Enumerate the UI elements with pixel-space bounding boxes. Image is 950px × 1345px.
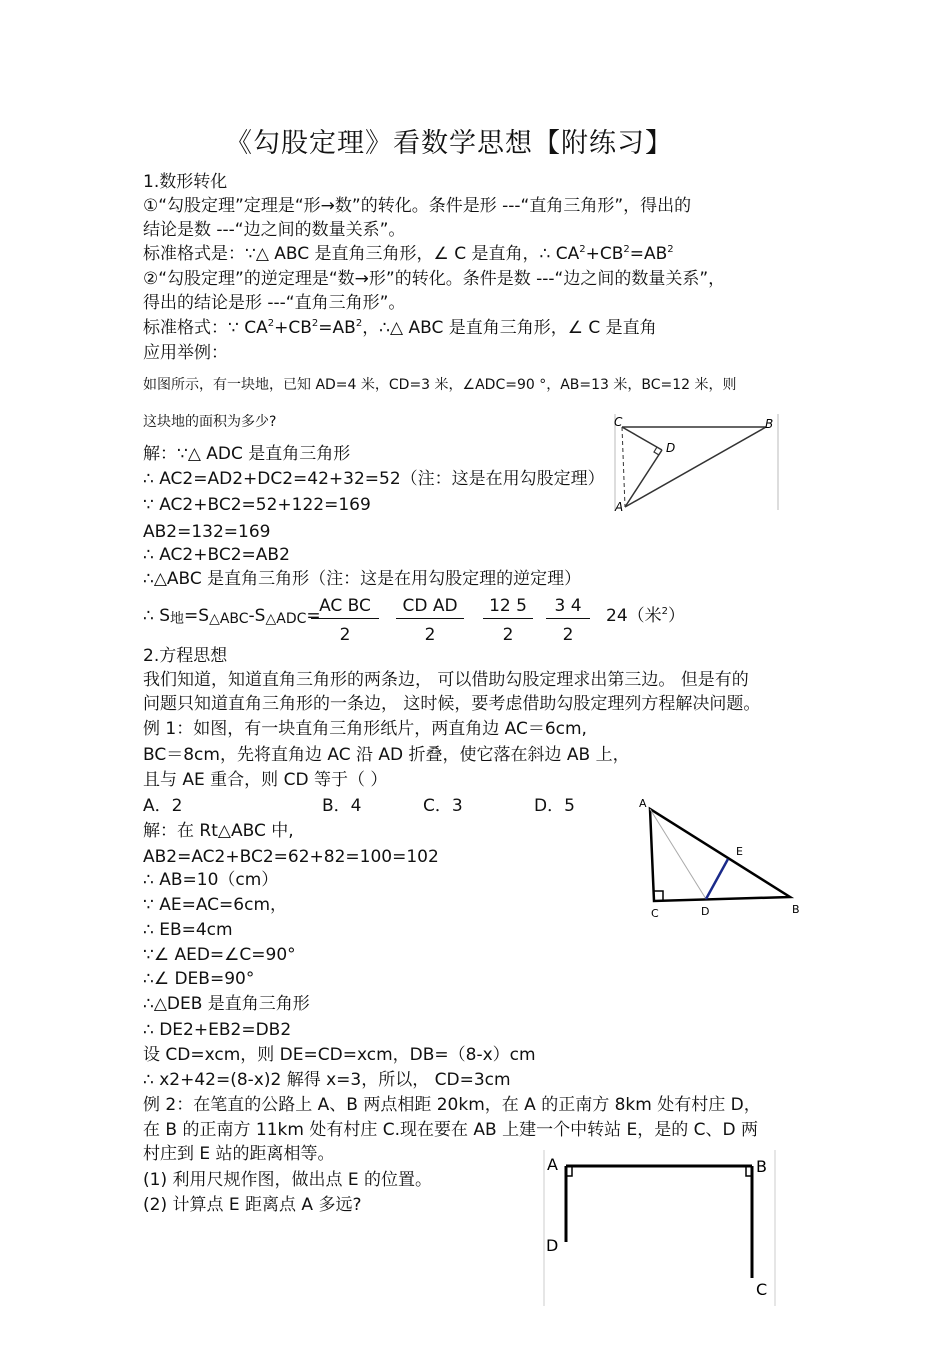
section1-heading: 1.数形转化 (143, 172, 228, 192)
standard-format-2: 标准格式：∵ $CA^2+CB^2=AB^2$，∴△ ABC 是直角三角形，∠ C 是直角 (143, 318, 657, 338)
label-a: A (615, 500, 624, 514)
solution-line: ∴∠ DEB=90° (143, 969, 255, 989)
segment-cd (622, 427, 662, 450)
area-formula: ∴ $S_地=S_{\triangle ABC}-S_{\triangle ADC}=$ (143, 606, 321, 627)
solution-line: ∵∠ AED=∠C=90° (143, 945, 296, 965)
question-line: 这块地的面积为多少? (143, 414, 277, 430)
solution-line: 解：∵△ ADC 是直角三角形 (143, 444, 351, 464)
option-d: D．5 (534, 796, 575, 816)
label-c: C (651, 907, 659, 920)
solution-line: ∴△DEB 是直角三角形 (143, 994, 310, 1014)
solution-line: ∴△ABC 是直角三角形（注：这是在用勾股定理的逆定理） (143, 569, 582, 589)
figure-road-villages (540, 1148, 780, 1308)
fraction-2: CD AD 2 (396, 596, 464, 645)
label-c: C (614, 415, 623, 429)
fraction-4: 3 4 2 (546, 596, 590, 645)
paragraph-line: 得出的结论是形 ---“直角三角形”。 (143, 293, 406, 313)
label-c: C (756, 1280, 768, 1299)
example2-line: 例 2：在笔直的公路上 A、B 两点相距 20km，在 A 的正南方 8km 处有村庄 D， (143, 1095, 761, 1115)
area-result: 24（米$^2$） (606, 606, 686, 626)
solution-line: ∴ DE2+EB2=DB2 (143, 1020, 292, 1040)
example-heading: 应用举例： (143, 343, 228, 363)
label-e: E (736, 845, 743, 858)
fraction-1: AC BC 2 (311, 596, 379, 645)
paragraph-line: 结论是数 ---“边之间的数量关系”。 (143, 220, 406, 240)
solution-line: AB2=AC2+BC2=62+82=100=102 (143, 847, 439, 867)
solution-line: ∵ AC2+BC2=52+122=169 (143, 495, 371, 515)
label-a: A (639, 797, 647, 810)
solution-line: 设 CD=xcm，则 DE=CD=xcm，DB=（8-x）cm (143, 1045, 536, 1065)
label-d: D (666, 441, 676, 455)
segment-ab (625, 427, 766, 507)
paragraph-line: 问题只知道直角三角形的一条边， 这时候，要考虑借助勾股定理列方程解决问题。 (143, 694, 761, 714)
solution-line: ∴ AC2+BC2=AB2 (143, 545, 290, 565)
option-b: B．4 (322, 796, 362, 816)
label-b: B (765, 417, 774, 431)
page-title: 《勾股定理》看数学思想【附练习】 (225, 128, 673, 159)
option-c: C．3 (423, 796, 463, 816)
paragraph-line: ①“勾股定理”定理是“形→数”的转化。条件是形 ---“直角三角形”，得出的 (143, 196, 692, 216)
paragraph-line: ②“勾股定理”的逆定理是“数→形”的转化。条件是数 ---“边之间的数量关系”， (143, 269, 726, 289)
standard-format-1: 标准格式是：∵△ ABC 是直角三角形，∠ C 是直角，∴ $CA^2+CB^2=AB^2$ (143, 244, 674, 264)
example1-line: BC＝8cm，先将直角边 AC 沿 AD 折叠，使它落在斜边 AB 上， (143, 745, 630, 765)
section2-heading: 2.方程思想 (143, 646, 228, 666)
question-1: (1) 利用尺规作图，做出点 E 的位置。 (143, 1170, 433, 1190)
solution-line: 解：在 Rt△ABC 中, (143, 821, 294, 841)
option-a: A．2 (143, 796, 183, 816)
segment-de (706, 859, 728, 899)
segment-da (625, 450, 662, 507)
label-d: D (701, 905, 710, 918)
label-a: A (547, 1155, 558, 1174)
label-d: D (546, 1236, 559, 1255)
segment-ca (622, 427, 625, 507)
figure-right-triangle (630, 795, 810, 920)
solution-line: ∴ AC2=AD2+DC2=42+32=52（注：这是在用勾股定理） (143, 469, 605, 489)
example2-line: 在 B 的正南方 11km 处有村庄 C.现在要在 AB 上建一个中转站 E，是的 C、D 两 (143, 1120, 759, 1140)
label-b: B (792, 903, 800, 916)
solution-line: AB2=132=169 (143, 522, 271, 542)
solution-line: ∴ x2+42=(8-x)2 解得 x=3，所以， CD=3cm (143, 1070, 511, 1090)
right-angle-mark (654, 891, 663, 900)
solution-line: ∴ AB=10（cm） (143, 870, 279, 890)
example1-line: 且与 AE 重合，则 CD 等于（ ） (143, 770, 388, 790)
fraction-3: 12 5 2 (483, 596, 533, 645)
solution-line: ∴ EB=4cm (143, 920, 233, 940)
triangle-abc (650, 809, 790, 901)
example1-line: 例 1：如图，有一块直角三角形纸片，两直角边 AC＝6cm, (143, 719, 587, 739)
question-line: 如图所示，有一块地，已知 AD=4 米，CD=3 米，∠ADC=90 °，AB=13 米，BC=12 米，则 (143, 377, 737, 393)
question-2: (2) 计算点 E 距离点 A 多远? (143, 1195, 362, 1215)
paragraph-line: 我们知道，知道直角三角形的两条边， 可以借助勾股定理求出第三边。 但是有的 (143, 670, 749, 690)
solution-line: ∵ AE=AC=6cm， (143, 895, 288, 915)
figure-quadrilateral (610, 412, 790, 512)
example2-line: 村庄到 E 站的距离相等。 (143, 1144, 335, 1164)
segment-ad (650, 809, 706, 899)
label-b: B (756, 1157, 767, 1176)
